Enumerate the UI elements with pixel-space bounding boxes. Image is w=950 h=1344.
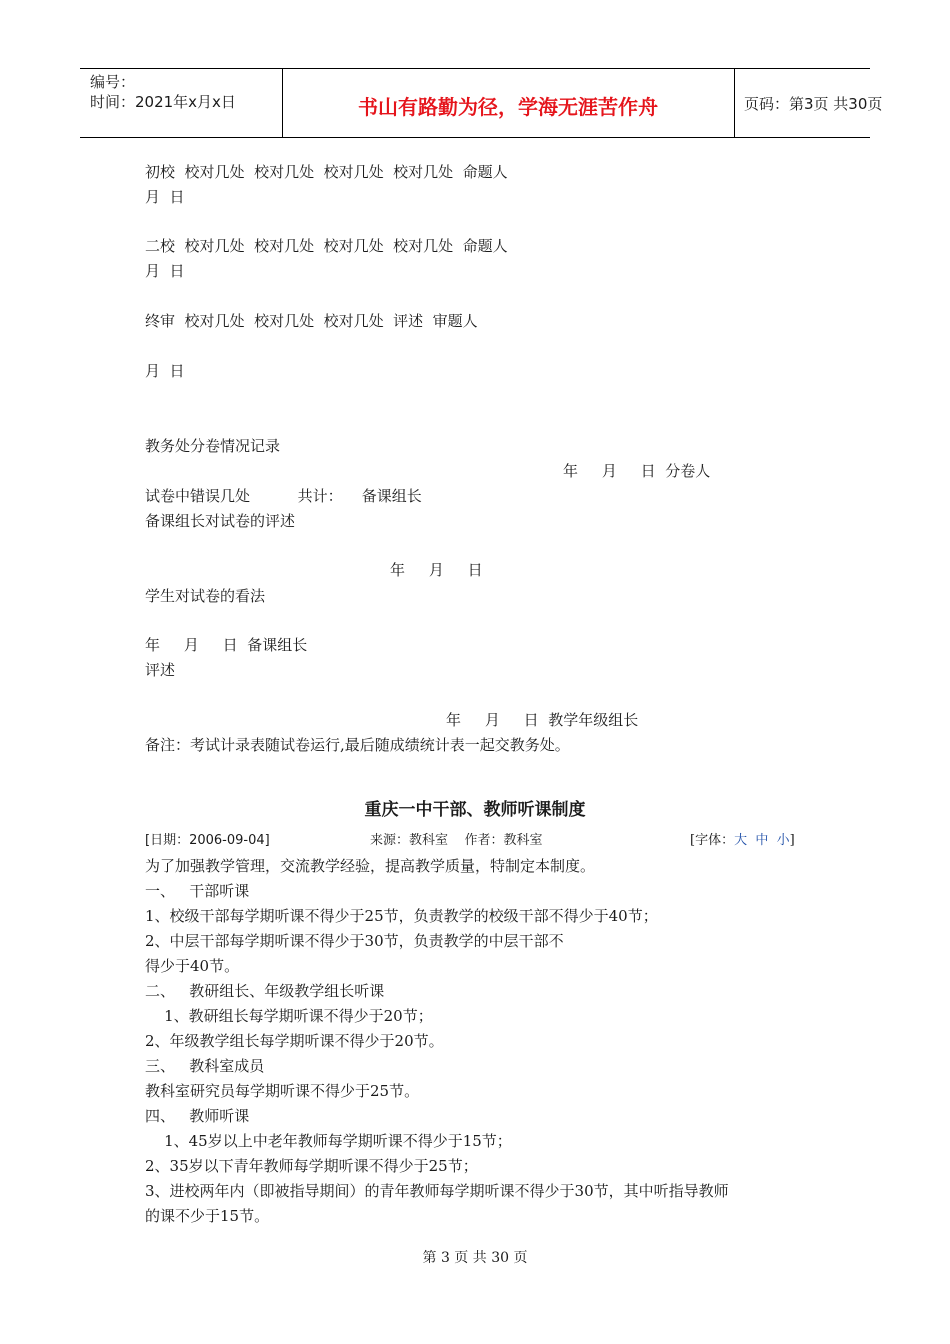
divider-date-line: 年 月 日 分卷人 <box>563 462 711 480</box>
font-size-switcher <box>690 831 795 851</box>
article-line: 为了加强教学管理，交流教学经验，提高教学质量，特制定本制度。 <box>145 857 596 875</box>
article-line: 一、 干部听课 <box>145 882 250 900</box>
article-line: 3、进校两年内（即被指导期间）的青年教师每学期听课不得少于30节，其中听指导教师 <box>145 1182 729 1200</box>
article-line: 的课不少于15节。 <box>145 1207 270 1225</box>
second-check-row: 二校 校对几处 校对几处 校对几处 校对几处 命题人 <box>145 237 508 255</box>
leader-comment-date: 年 月 日 <box>390 561 483 579</box>
article-line: 2、中层干部每学期听课不得少于30节，负责教学的中层干部不 <box>145 932 564 950</box>
second-check-date: 月 日 <box>145 262 185 280</box>
article-line: 二、 教研组长、年级教学组长听课 <box>145 982 385 1000</box>
header-table <box>80 68 883 138</box>
article-line: 1、教研组长每学期听课不得少于20节； <box>145 1007 433 1025</box>
first-check-row: 初校 校对几处 校对几处 校对几处 校对几处 命题人 <box>145 163 508 181</box>
page-label: 页码：第3页 共30页 <box>744 95 883 113</box>
article-title: 重庆一中干部、教师听课制度 <box>364 800 586 820</box>
header-meta-cell <box>80 69 283 137</box>
font-small-link[interactable]: 小 <box>776 833 790 848</box>
article-date: [日期：2006-09-04] <box>145 833 270 848</box>
article-line: 教科室研究员每学期听课不得少于25节。 <box>145 1082 420 1100</box>
student-view-date: 年 月 日 备课组长 <box>145 636 308 654</box>
time-label: 时间：2021年x月x日 <box>90 93 236 111</box>
first-check-date: 月 日 <box>145 188 185 206</box>
article-line: 1、校级干部每学期听课不得少于25节，负责教学的校级干部不得少于40节； <box>145 907 658 925</box>
record-title: 教务处分卷情况记录 <box>145 437 281 455</box>
article-line: 2、年级教学组长每学期听课不得少于20节。 <box>145 1032 444 1050</box>
motto-text: 书山有路勤为径，学海无涯苦作舟 <box>358 95 658 119</box>
number-label: 编号： <box>90 73 136 91</box>
comment-label: 评述 <box>145 661 176 679</box>
grade-leader-date: 年 月 日 教学年级组长 <box>446 711 639 729</box>
page-footer: 第 3 页 共 30 页 <box>422 1250 528 1266</box>
font-close: ] <box>789 833 795 848</box>
header-page-cell <box>734 69 883 137</box>
final-review-row: 终审 校对几处 校对几处 校对几处 评述 审题人 <box>145 312 478 330</box>
font-medium-link[interactable]: 中 <box>755 833 769 848</box>
article-line: 三、 教科室成员 <box>145 1057 265 1075</box>
errors-line: 试卷中错误几处 共计： 备课组长 <box>145 487 422 505</box>
article-line: 四、 教师听课 <box>145 1107 250 1125</box>
font-large-link[interactable]: 大 <box>734 833 748 848</box>
final-review-date: 月 日 <box>145 362 185 380</box>
form-note: 备注：考试计录表随试卷运行,最后随成绩统计表一起交教务处。 <box>145 736 570 754</box>
article-line: 2、35岁以下青年教师每学期听课不得少于25节； <box>145 1157 478 1175</box>
article-source: 来源：教科室 作者：教科室 <box>370 833 543 848</box>
student-view-label: 学生对试卷的看法 <box>145 587 266 605</box>
article-line: 得少于40节。 <box>145 957 240 975</box>
header-motto-cell <box>282 69 735 137</box>
leader-comment-label: 备课组长对试卷的评述 <box>145 512 296 530</box>
article-line: 1、45岁以上中老年教师每学期听课不得少于15节； <box>145 1132 512 1150</box>
font-label: [字体： <box>690 833 735 848</box>
